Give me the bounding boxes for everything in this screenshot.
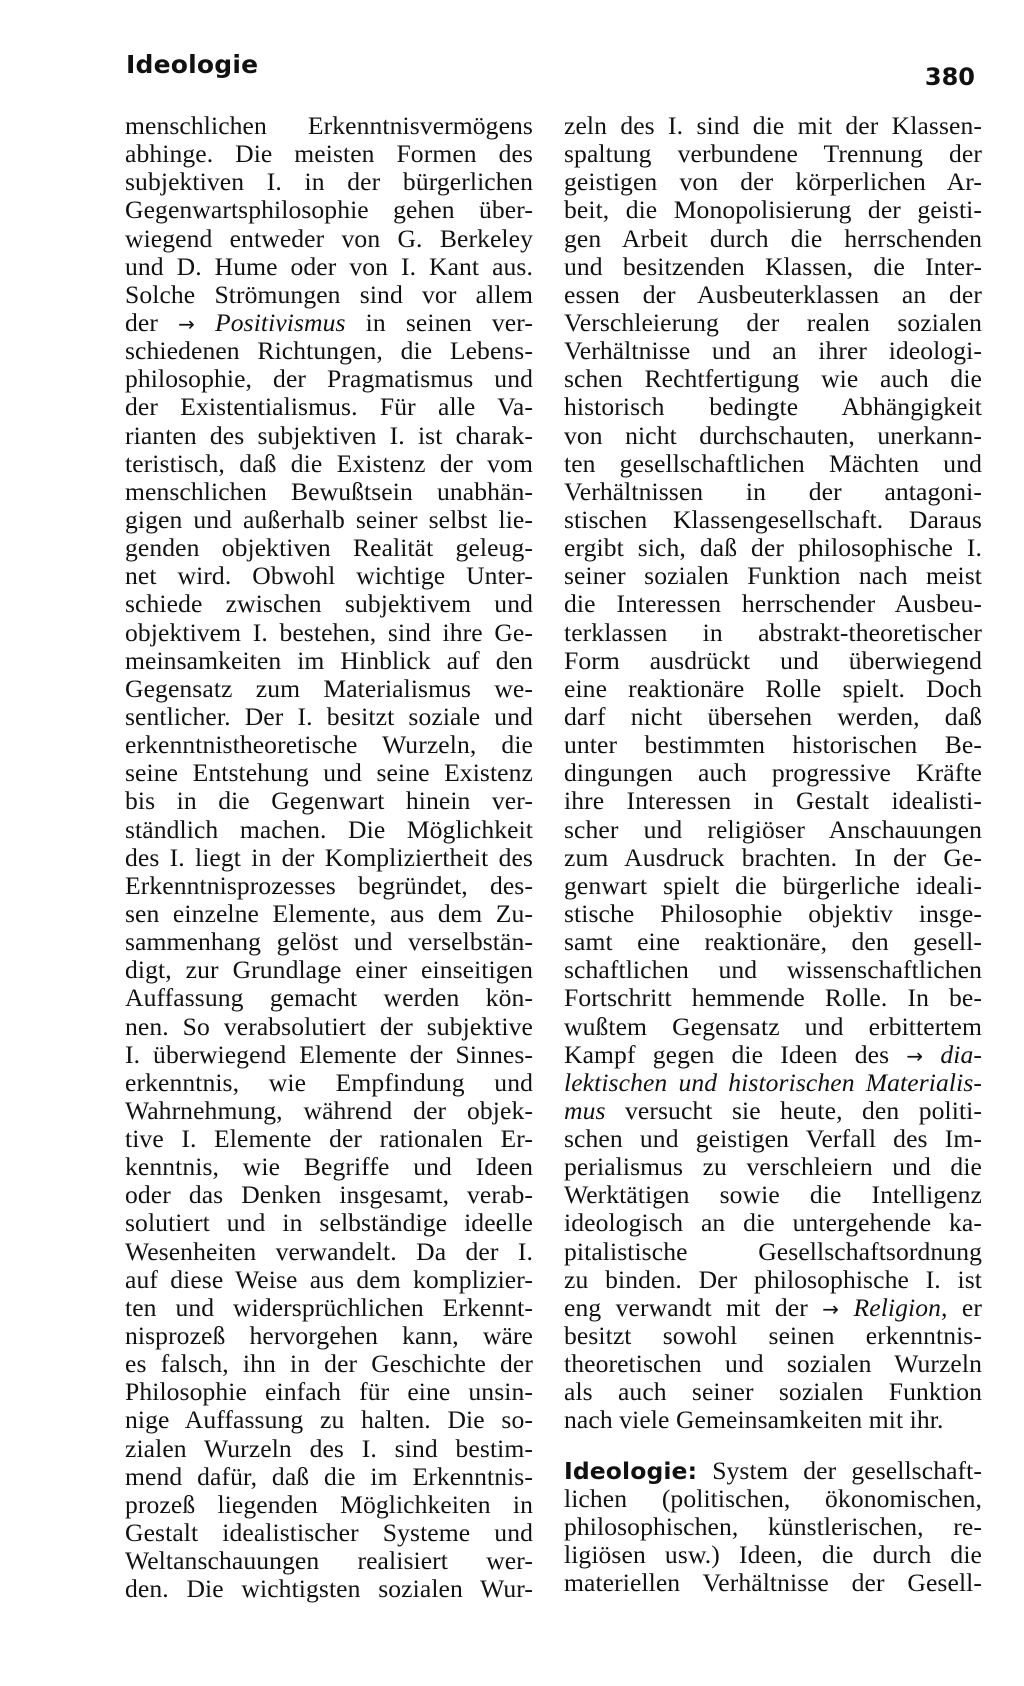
arrow-icon: → <box>906 1043 924 1068</box>
text-line: samt eine reaktionäre, den gesell- <box>564 927 982 957</box>
text-line: objektivem I. bestehen, sind ihre Ge- <box>125 617 533 647</box>
page-number: 380 <box>924 63 975 91</box>
text-line: kenntnis, wie Begriffe und Ideen <box>125 1152 533 1182</box>
text-line: erkenntnistheoretische Wurzeln, die <box>125 730 533 760</box>
text-line: nen. So verabsolutiert der subjektive <box>125 1011 533 1041</box>
text-line: erkenntnis, wie Empfindung und <box>125 1067 533 1097</box>
text-line: gigen und außerhalb seiner selbst lie- <box>125 504 533 534</box>
text-fragment: er <box>961 1292 982 1322</box>
text-line: Wahrnehmung, während der objek- <box>125 1095 533 1125</box>
text-line: menschlichen Erkenntnisvermögens <box>125 111 533 140</box>
text-line: schiede zwischen subjektivem und <box>125 589 533 619</box>
entry-term: Ideologie: <box>564 1456 698 1485</box>
cross-reference-line <box>564 1041 982 1069</box>
text-line: Form ausdrückt und überwiegend <box>564 645 982 675</box>
text-line: Gestalt idealistischer Systeme und <box>125 1518 533 1548</box>
text-line: sen einzelne Elemente, aus dem Zu- <box>125 898 533 928</box>
xref-dialektischer-materialismus[interactable]: dia- <box>940 1039 983 1069</box>
text-line: perialismus zu verschleiern und die <box>564 1152 982 1182</box>
text-line: Auffassung gemacht werden kön- <box>125 983 533 1013</box>
text-line: bis in die Gegenwart hinein ver- <box>125 786 533 816</box>
text-line: Verschleierung der realen sozialen <box>564 307 982 337</box>
text-fragment: System der gesellschaft- <box>712 1455 983 1485</box>
text-line: des I. liegt in der Kompliziertheit des <box>125 842 533 872</box>
text-fragment: versucht sie heute, den politi- <box>625 1095 983 1125</box>
text-line: nisprozeß hervorgehen kann, wäre <box>125 1321 533 1351</box>
xref-prefix: eng verwandt mit der <box>564 1292 808 1322</box>
text-line: subjektiven I. in der bürgerlichen <box>125 167 533 197</box>
text-line: spaltung verbundene Trennung der <box>564 139 982 169</box>
text-line: der Existentialismus. Für alle Va- <box>125 392 533 422</box>
text-line: beit, die Monopolisierung der geisti- <box>564 195 982 225</box>
text-line: mend dafür, daß die im Erkenntnis- <box>125 1461 533 1491</box>
text-line: net wird. Obwohl wichtige Unter- <box>125 561 533 591</box>
xref-dialektischer-materialismus[interactable]: lektischen und historischen Materialis- <box>564 1067 982 1097</box>
text-line: Solche Strömungen sind vor allem <box>125 279 533 309</box>
text-line: stische Philosophie objektiv insge- <box>564 898 982 928</box>
text-line: ständlich machen. Die Möglichkeit <box>125 814 533 844</box>
text-line: Verhältnissen in der antagoni- <box>564 476 982 506</box>
xref-dialektischer-materialismus[interactable]: mus <box>564 1095 606 1125</box>
text-line: meinsamkeiten im Hinblick auf den <box>125 645 533 675</box>
text-line: genden objektiven Realität geleug- <box>125 533 533 563</box>
text-line: Philosophie einfach für eine unsin- <box>125 1377 533 1407</box>
text-line: ergibt sich, daß der philosophische I. <box>564 533 982 563</box>
text-line: besitzt sowohl seinen erkenntnis- <box>564 1321 982 1351</box>
xref-prefix: Kampf gegen die Ideen des <box>564 1039 890 1069</box>
text-line: schiedenen Richtungen, die Lebens- <box>125 336 533 366</box>
text-line: unter bestimmten historischen Be- <box>564 730 982 760</box>
text-line: schaftlichen und wissenschaftlichen <box>564 955 982 985</box>
text-line: digt, zur Grundlage einer einseitigen <box>125 955 533 985</box>
text-line: lichen (politischen, ökonomischen, <box>564 1483 982 1513</box>
text-line: als auch seiner sozialen Funktion <box>564 1377 982 1407</box>
entry-separator <box>564 1435 982 1457</box>
text-line: historisch bedingte Abhängigkeit <box>564 392 982 422</box>
text-line: Weltanschauungen realisiert wer- <box>125 1546 533 1576</box>
text-line: ideologisch an die untergehende ka- <box>564 1208 982 1238</box>
cross-reference-line <box>564 1069 982 1097</box>
text-line: Gegenwartsphilosophie gehen über- <box>125 195 533 225</box>
text-line: geistigen von der körperlichen Ar- <box>564 167 982 197</box>
text-line: ligiösen usw.) Ideen, die durch die <box>564 1540 982 1570</box>
text-line: seiner sozialen Funktion nach meist <box>564 561 982 591</box>
text-line: seine Entstehung und seine Existenz <box>125 758 533 788</box>
text-fragment: in seinen ver- <box>365 307 534 337</box>
text-line: philosophischen, künstlerischen, re- <box>564 1511 982 1541</box>
text-line: oder das Denken insgesamt, verab- <box>125 1180 533 1210</box>
text-line: von nicht durchschauten, unerkann- <box>564 420 982 450</box>
text-line: die Interessen herrschender Ausbeu- <box>564 589 982 619</box>
cross-reference-line <box>564 1097 982 1125</box>
text-line: ihre Interessen in Gestalt idealisti- <box>564 786 982 816</box>
text-line: genwart spielt die bürgerliche ideali- <box>564 870 982 900</box>
running-head: Ideologie <box>126 50 259 79</box>
cross-reference-line <box>564 1294 982 1322</box>
xref-prefix: der <box>125 307 158 337</box>
text-line: und besitzenden Klassen, die Inter- <box>564 251 982 281</box>
text-line: Verhältnisse und an ihrer ideologi- <box>564 336 982 366</box>
text-line: es falsch, ihn in der Geschichte der <box>125 1349 533 1379</box>
text-line: prozeß liegenden Möglichkeiten in <box>125 1489 533 1519</box>
cross-reference-line <box>125 309 533 337</box>
text-line: eine reaktionäre Rolle spielt. Doch <box>564 673 982 703</box>
text-line: nach viele Gemeinsamkeiten mit ihr. <box>564 1405 944 1435</box>
text-line: solutiert und in selbständige ideelle <box>125 1208 533 1238</box>
xref-positivismus[interactable]: Positivismus <box>215 307 346 337</box>
text-line: dingungen auch progressive Kräfte <box>564 758 982 788</box>
text-line: auf diese Weise aus dem komplizier- <box>125 1264 533 1294</box>
text-line: Fortschritt hemmende Rolle. In be- <box>564 983 982 1013</box>
entry-heading-line <box>564 1457 982 1485</box>
text-line: Wesenheiten verwandelt. Da der I. <box>125 1236 533 1266</box>
text-line: sammenhang gelöst und verselbstän- <box>125 927 533 957</box>
text-line: philosophie, der Pragmatismus und <box>125 364 533 394</box>
text-line: und D. Hume oder von I. Kant aus. <box>125 251 533 281</box>
text-line: wiegend entweder von G. Berkeley <box>125 223 533 253</box>
text-line: zu binden. Der philosophische I. ist <box>564 1264 982 1294</box>
text-line: zeln des I. sind die mit der Klassen- <box>564 111 982 140</box>
text-line: tive I. Elemente der rationalen Er- <box>125 1124 533 1154</box>
text-line: gen Arbeit durch die herrschenden <box>564 223 982 253</box>
text-line: nige Auffassung zu halten. Die so- <box>125 1405 533 1435</box>
text-line: I. überwiegend Elemente der Sinnes- <box>125 1039 533 1069</box>
arrow-icon: → <box>178 311 195 336</box>
xref-religion[interactable]: Religion, <box>853 1292 948 1322</box>
text-line: abhinge. Die meisten Formen des <box>125 139 533 169</box>
text-line: menschlichen Bewußtsein unabhän- <box>125 476 533 506</box>
text-line: den. Die wichtigsten sozialen Wur- <box>125 1574 533 1604</box>
text-line: Werktätigen sowie die Intelligenz <box>564 1180 982 1210</box>
text-line: scher und religiöser Anschauungen <box>564 814 982 844</box>
text-line: teristisch, daß die Existenz der vom <box>125 448 533 478</box>
text-line: Gegensatz zum Materialismus we- <box>125 673 533 703</box>
text-line: ten und widersprüchlichen Erkennt- <box>125 1292 533 1322</box>
text-line: schen Rechtfertigung wie auch die <box>564 364 982 394</box>
arrow-icon: → <box>822 1296 840 1321</box>
text-line: schen und geistigen Verfall des Im- <box>564 1124 982 1154</box>
text-line: theoretischen und sozialen Wurzeln <box>564 1349 982 1379</box>
text-line: rianten des subjektiven I. ist charak- <box>125 420 533 450</box>
text-line: terklassen in abstrakt-theoretischer <box>564 617 982 647</box>
text-line: materiellen Verhältnisse der Gesell- <box>564 1568 982 1598</box>
text-line: pitalistische Gesellschaftsordnung <box>564 1236 982 1266</box>
text-line: essen der Ausbeuterklassen an der <box>564 279 982 309</box>
text-line: Erkenntnisprozesses begründet, des- <box>125 870 533 900</box>
text-line: zum Ausdruck brachten. In der Ge- <box>564 842 982 872</box>
right-column <box>564 112 982 1597</box>
text-line: wußtem Gegensatz und erbittertem <box>564 1011 982 1041</box>
text-line: stischen Klassengesellschaft. Daraus <box>564 504 982 534</box>
text-line: zialen Wurzeln des I. sind bestim- <box>125 1433 533 1463</box>
text-line: sentlicher. Der I. besitzt soziale und <box>125 701 533 731</box>
text-line: ten gesellschaftlichen Mächten und <box>564 448 982 478</box>
left-column <box>125 112 533 1603</box>
text-line: darf nicht übersehen werden, daß <box>564 701 982 731</box>
